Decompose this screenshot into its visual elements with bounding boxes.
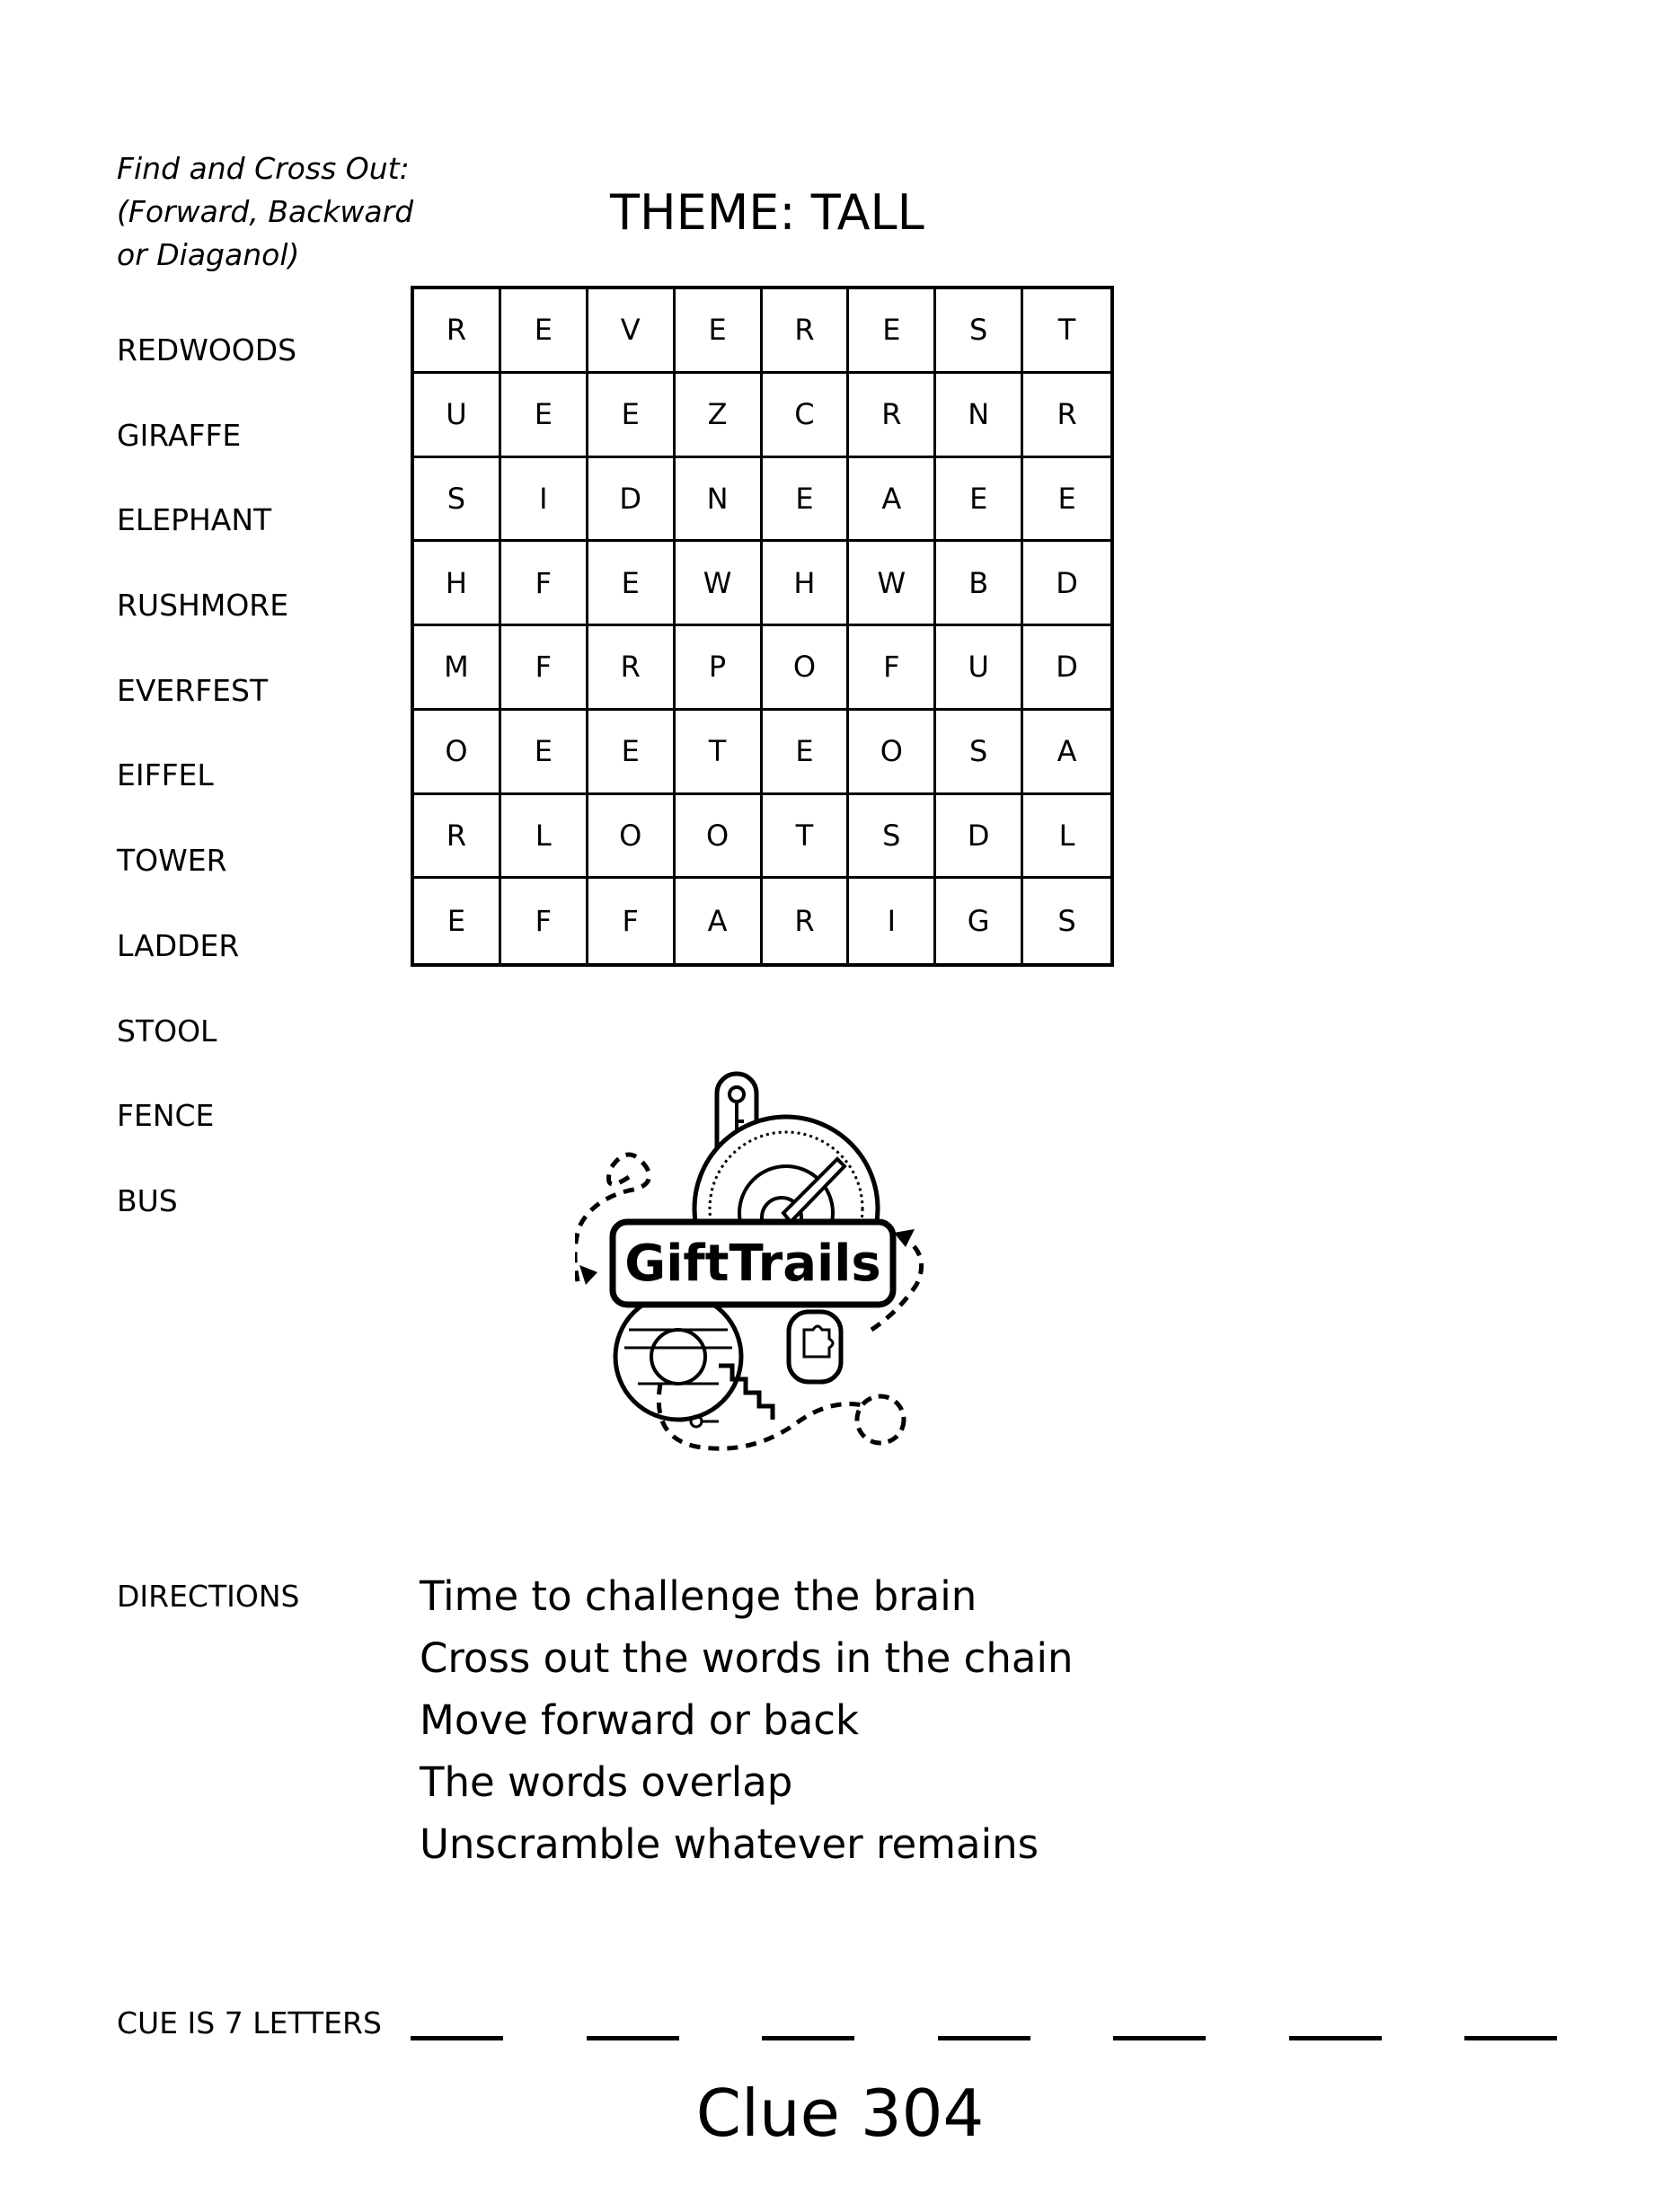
grid-cell: F — [588, 879, 676, 963]
grid-cell: F — [501, 626, 588, 711]
gifttrails-logo-icon — [575, 1069, 952, 1465]
word-list-item: EVERFEST — [117, 672, 269, 708]
instructions-line-3: or Diaganol) — [117, 237, 300, 272]
grid-cell: R — [1023, 374, 1110, 458]
grid-cell: S — [1057, 904, 1076, 939]
grid-cell: F — [501, 542, 588, 626]
grid-cell: V — [588, 289, 676, 374]
grid-cell: S — [849, 795, 936, 880]
word-list-item: ELEPHANT — [117, 502, 272, 538]
word-list-item: LADDER — [117, 927, 240, 963]
answer-blank[interactable] — [587, 2036, 679, 2040]
grid-cell: U — [414, 374, 501, 458]
grid-cell: E — [763, 458, 850, 543]
instructions-line-2: (Forward, Backward — [117, 194, 414, 229]
directions-line: Move forward or back — [420, 1696, 860, 1744]
grid-cell: N — [936, 374, 1023, 458]
word-list-item: RUSHMORE — [117, 588, 289, 624]
grid-cell: A — [676, 879, 763, 963]
theme-title: THEME: TALL — [610, 184, 924, 241]
grid-cell: T — [763, 795, 850, 880]
answer-blank[interactable] — [411, 2036, 503, 2040]
word-list-item: EIFFEL — [117, 757, 214, 793]
grid-cell: E — [763, 711, 850, 795]
grid-cell: I — [501, 458, 588, 543]
directions-line: The words overlap — [420, 1758, 793, 1806]
grid-cell: W — [676, 542, 763, 626]
word-list-item: FENCE — [117, 1098, 215, 1134]
grid-cell: P — [676, 626, 763, 711]
word-list-item: BUS — [117, 1182, 178, 1218]
directions-label: DIRECTIONS — [117, 1579, 300, 1614]
grid-cell: N — [676, 458, 763, 543]
grid-cell: I — [849, 879, 936, 963]
clue-number: Clue 304 — [695, 2076, 985, 2151]
word-list-item: TOWER — [117, 843, 227, 879]
instructions — [117, 147, 413, 277]
word-list-item: REDWOODS — [117, 332, 297, 367]
grid-cell: C — [763, 374, 850, 458]
grid-cell: D — [588, 458, 676, 543]
grid-cell: L — [501, 795, 588, 880]
word-list-item: GIRAFFE — [117, 417, 242, 453]
grid-cell: R — [763, 879, 850, 963]
word-list — [117, 331, 296, 1267]
answer-blank[interactable] — [762, 2036, 854, 2040]
word-list-item: STOOL — [117, 1013, 217, 1049]
grid-cell: D — [936, 795, 1023, 880]
grid-cell: Z — [676, 374, 763, 458]
answer-blank[interactable] — [938, 2036, 1030, 2040]
grid-cell: H — [414, 542, 501, 626]
grid-cell: S — [414, 458, 501, 543]
grid-cell: E — [588, 374, 676, 458]
directions-line: Time to challenge the brain — [420, 1572, 977, 1620]
grid-cell: S — [936, 711, 1023, 795]
grid-cell: E — [501, 374, 588, 458]
grid-cell: E — [414, 879, 501, 963]
grid-cell: F — [501, 879, 588, 963]
grid-cell: R — [588, 626, 676, 711]
grid-cell: E — [588, 542, 676, 626]
directions-line: Unscramble whatever remains — [420, 1820, 1039, 1868]
grid-cell: W — [849, 542, 936, 626]
answer-blank[interactable] — [1113, 2036, 1206, 2040]
grid-cell: A — [849, 458, 936, 543]
instructions-line-1: Find and Cross Out: — [117, 151, 410, 186]
grid-cell: O — [849, 711, 936, 795]
grid-cell: H — [763, 542, 850, 626]
cue-label: CUE IS 7 LETTERS — [117, 2005, 382, 2040]
grid-cell: D — [1023, 542, 1110, 626]
grid-cell: E — [676, 289, 763, 374]
directions-line: Cross out the words in the chain — [420, 1634, 1074, 1682]
grid-cell: T — [1023, 289, 1110, 374]
grid-cell: E — [936, 458, 1023, 543]
grid-cell: L — [1023, 795, 1110, 880]
grid-cell: E — [501, 289, 588, 374]
grid-cell: R — [414, 289, 501, 374]
grid-cell: E — [1023, 458, 1110, 543]
grid-cell: A — [1023, 711, 1110, 795]
grid-cell: R — [763, 289, 850, 374]
grid-cell: S — [936, 289, 1023, 374]
grid-cell: O — [763, 626, 850, 711]
grid-cell: E — [588, 711, 676, 795]
grid-cell: E — [501, 711, 588, 795]
answer-blank[interactable] — [1289, 2036, 1382, 2040]
grid-cell: R — [849, 374, 936, 458]
grid-cell: E — [849, 289, 936, 374]
grid-cell: M — [414, 626, 501, 711]
letter-grid — [411, 286, 1114, 967]
logo-text: GiftTrails — [624, 1235, 881, 1293]
grid-cell: F — [849, 626, 936, 711]
grid-cell: R — [414, 795, 501, 880]
grid-cell: O — [676, 795, 763, 880]
grid-cell: B — [936, 542, 1023, 626]
grid-cell: T — [676, 711, 763, 795]
grid-cell: U — [936, 626, 1023, 711]
grid-cell: D — [1023, 626, 1110, 711]
grid-cell: G — [936, 879, 1023, 963]
grid-cell: O — [588, 795, 676, 880]
grid-cell: O — [414, 711, 501, 795]
answer-blank[interactable] — [1464, 2036, 1557, 2040]
directions-poem — [420, 1565, 1074, 1875]
